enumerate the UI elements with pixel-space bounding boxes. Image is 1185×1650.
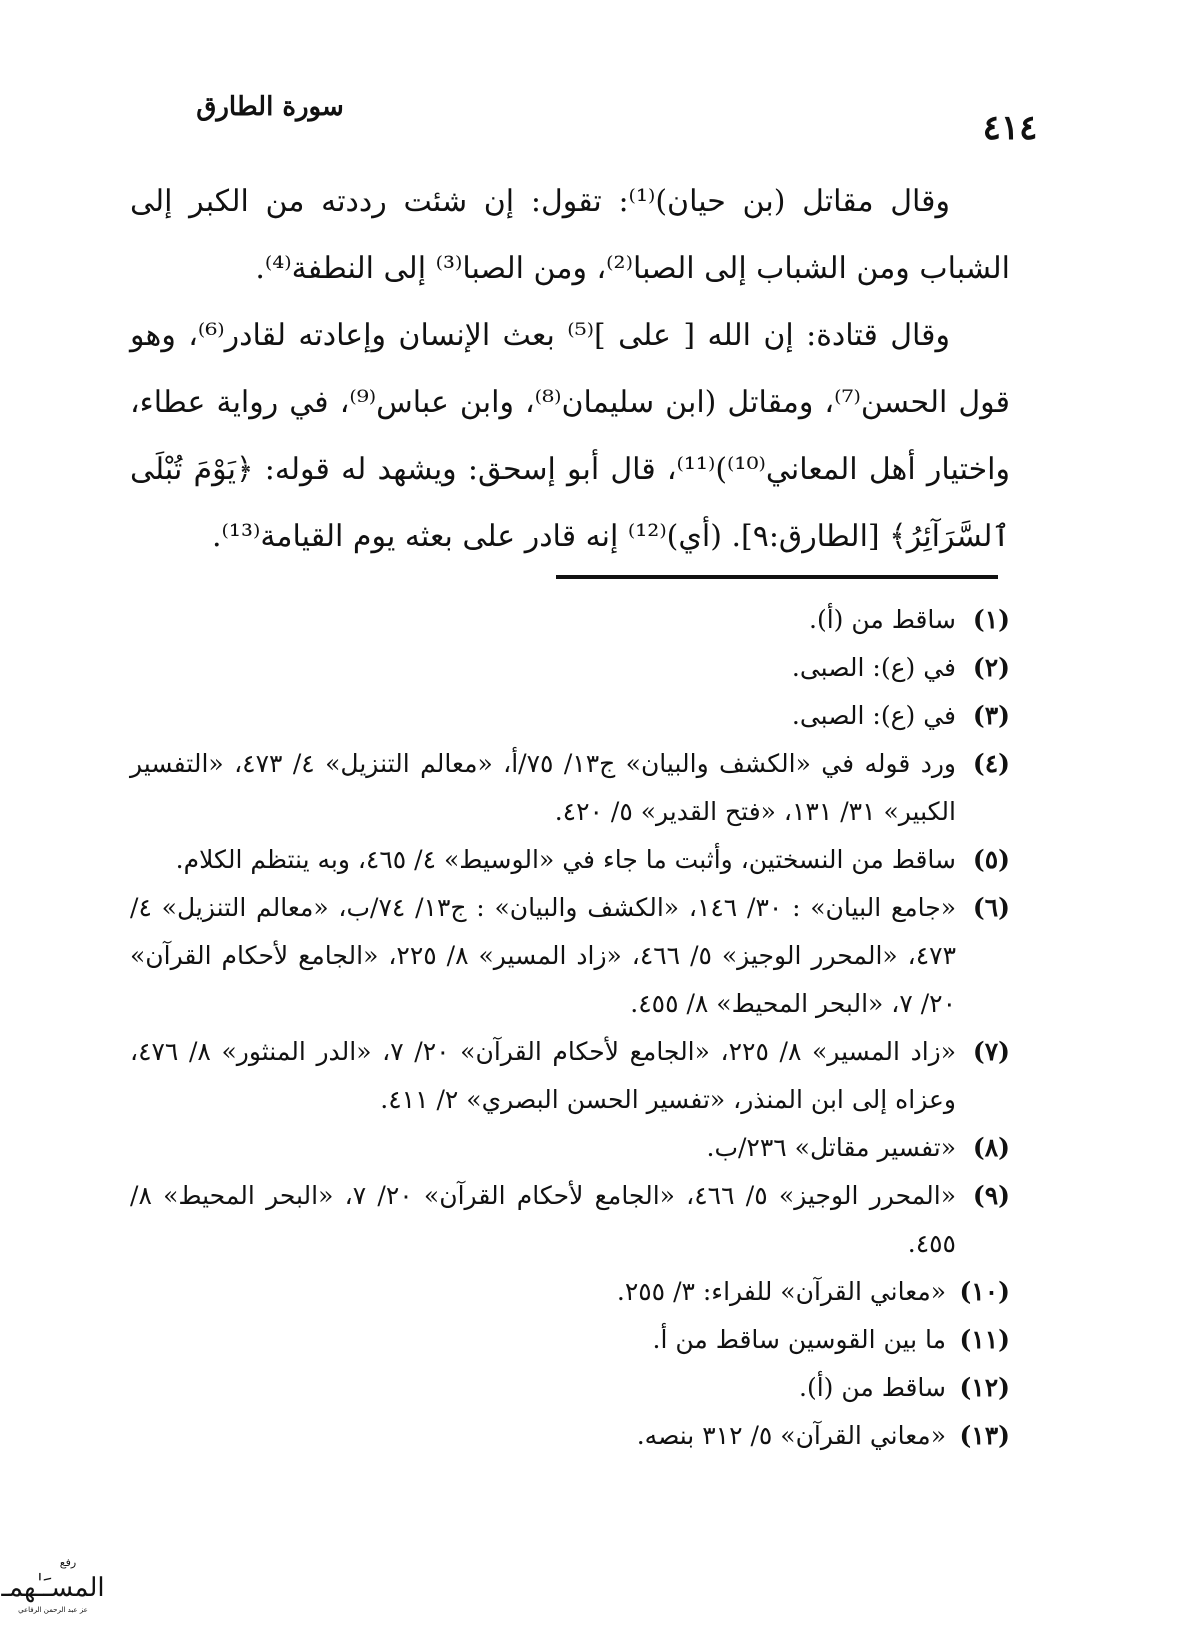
footnote-item (130, 1268, 1010, 1316)
paragraph: وقال مقاتل (بن حيان)⁽¹⁾: تقول: إن شئت رددته من الكبر إلى الشباب ومن الشباب إلى الصبا⁽²⁾، ومن الصبا⁽³⁾ إلى النطفة⁽⁴⁾. (130, 184, 1010, 286)
footnote-number: (٣) (972, 701, 1010, 730)
footnote-text: «معاني القرآن» ٥/ ٣١٢ بنصه. (636, 1421, 946, 1450)
main-text (130, 168, 1010, 570)
footnote-text: في (ع): الصبى. (791, 653, 956, 682)
footnote-number: (٧) (972, 1037, 1010, 1066)
footnote-number: (١٠) (959, 1277, 1010, 1306)
footnote-text: ساقط من (أ). (799, 1373, 946, 1402)
footnote-number: (٦) (972, 893, 1010, 922)
page-number: ٤١٤ (982, 108, 1038, 148)
footnotes (130, 596, 1010, 1460)
footnote-item (130, 884, 1010, 1028)
footnote-text: «المحرر الوجيز» ٥/ ٤٦٦، «الجامع لأحكام القرآن» ٢٠/ ٧، «البحر المحيط» ٨/ ٤٥٥. (130, 1181, 957, 1258)
footnote-item (130, 1124, 1010, 1172)
watermark-sub-text: عز عبد الرحمن الرفاعي (18, 1606, 88, 1614)
footnote-text: ساقط من (أ). (809, 605, 956, 634)
footnote-text: في (ع): الصبى. (791, 701, 956, 730)
footnote-item (130, 596, 1010, 644)
paragraph: وقال قتادة: إن الله [ على ]⁽⁵⁾ بعث الإنسان وإعادته لقادر⁽⁶⁾، وهو قول الحسن⁽⁷⁾، ومقاتل (ابن سليمان⁽⁸⁾، وابن عباس⁽⁹⁾، في رواية عطاء، واختيار أهل المعاني⁽¹⁰⁾)⁽¹¹⁾، قال أبو إسحق: ويشهد له قوله: ﴿يَوْمَ تُبْلَى ٱلسَّرَآئِرُ﴾ [الطارق:٩]. (أي)⁽¹²⁾ إنه قادر على بعثه يوم القيامة⁽¹³⁾. (130, 318, 1010, 554)
footnote-number: (٨) (972, 1133, 1010, 1162)
footnote-item (130, 1316, 1010, 1364)
footnote-text: ما بين القوسين ساقط من أ. (652, 1325, 946, 1354)
footnote-text: «معاني القرآن» للفراء: ٣/ ٢٥٥. (616, 1277, 946, 1306)
footnote-number: (٤) (972, 749, 1010, 778)
footnote-item (130, 1412, 1010, 1460)
footnote-text: «تفسير مقاتل» ٢٣٦/ب. (706, 1133, 956, 1162)
footnote-number: (١١) (959, 1325, 1010, 1354)
footnote-text: ساقط من النسختين، وأثبت ما جاء في «الوسيط» ٤/ ٤٦٥، وبه ينتظم الكلام. (175, 845, 956, 874)
footnote-item (130, 1364, 1010, 1412)
footnote-number: (٥) (972, 845, 1010, 874)
footnote-item (130, 644, 1010, 692)
surah-title: سورة الطارق (196, 92, 344, 122)
footnote-number: (١) (972, 605, 1010, 634)
footnote-text: «جامع البيان» : ٣٠/ ١٤٦، «الكشف والبيان» : ج١٣/ ٧٤/ب، «معالم التنزيل» ٤/ ٤٧٣، «المحرر الوجيز» ٥/ ٤٦٦، «زاد المسير» ٨/ ٢٢٥، «الجامع لأحكام القرآن» ٢٠/ ٧، «البحر المحيط» ٨/ ٤٥٥. (130, 893, 957, 1018)
footnote-item (130, 692, 1010, 740)
footnote-item (130, 1172, 1010, 1268)
footnote-number: (١٢) (959, 1373, 1010, 1402)
watermark-main-text: المسـَـٰهمـ (1, 1573, 105, 1603)
footnote-separator (556, 575, 998, 579)
footnote-text: «زاد المسير» ٨/ ٢٢٥، «الجامع لأحكام القرآن» ٢٠/ ٧، «الدر المنثور» ٨/ ٤٧٦، وعزاه إلى ابن المنذر، «تفسير الحسن البصري» ٢/ ٤١١. (130, 1037, 957, 1114)
calligraphy-watermark-logo (1, 1552, 105, 1622)
footnote-number: (٢) (972, 653, 1010, 682)
footnote-item (130, 836, 1010, 884)
watermark-top-text: رفع (59, 1556, 77, 1569)
footnote-item (130, 1028, 1010, 1124)
footnote-number: (١٣) (959, 1421, 1010, 1450)
footnote-number: (٩) (972, 1181, 1010, 1210)
footnote-text: ورد قوله في «الكشف والبيان» ج١٣/ ٧٥/أ، «معالم التنزيل» ٤/ ٤٧٣، «التفسير الكبير» ٣١/ ١٣١، «فتح القدير» ٥/ ٤٢٠. (130, 749, 957, 826)
footnote-item (130, 740, 1010, 836)
